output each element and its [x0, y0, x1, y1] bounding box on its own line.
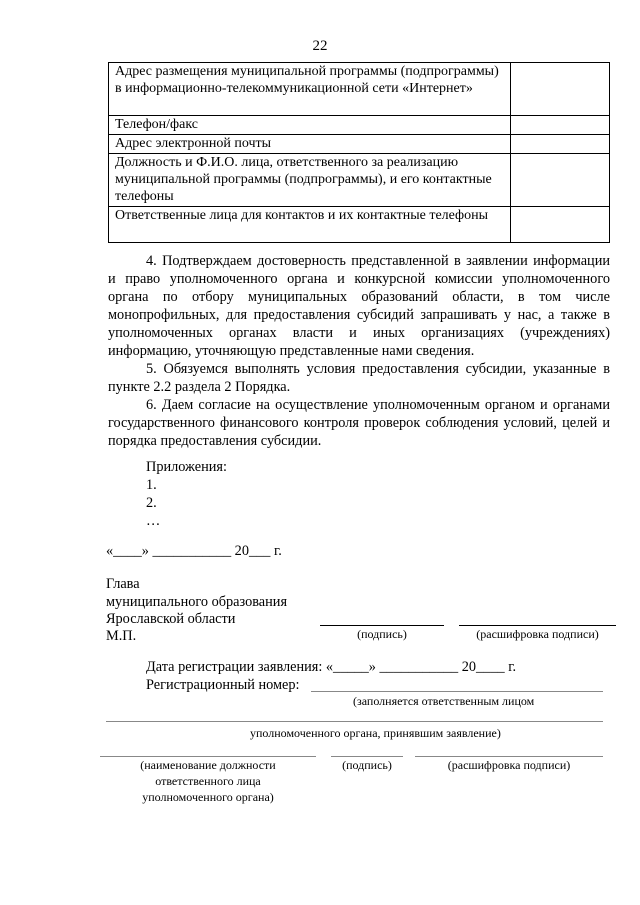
table-cell-label: Адрес электронной почты: [109, 135, 511, 154]
info-table: [108, 62, 610, 243]
table-cell-value: [511, 63, 610, 116]
registration-number-line: [311, 691, 603, 692]
head-region: Ярославской области: [106, 611, 236, 627]
table-cell-value: [511, 154, 610, 207]
attachment-item: …: [146, 513, 161, 529]
registration-caption-1: (заполняется ответственным лицом: [353, 694, 535, 708]
table-cell-label: Адрес размещения муниципальной программы (подпрограммы) в информационно-телекоммуникационной сети «Интернет»: [109, 63, 511, 116]
paragraph-6: 6. Даем согласие на осуществление уполномоченным органом и органами государственного финансового контроля проверок соблюдения условий, целей и порядка предоставления субсидии.: [108, 397, 610, 449]
attachment-item: 2.: [146, 495, 157, 511]
paragraph-5: 5. Обязуемся выполнять условия предоставления субсидии, указанные в пункте 2.2 раздела 2 Порядка.: [108, 361, 610, 395]
bottom-decode-line: [415, 756, 603, 757]
table-row: [109, 63, 610, 116]
table-row: [109, 116, 610, 135]
body-paragraphs: [108, 252, 610, 450]
position-caption-1: (наименование должности: [140, 758, 276, 772]
table-cell-label: Ответственные лица для контактов и их контактные телефоны: [109, 207, 511, 243]
position-caption-2: ответственного лица: [155, 774, 261, 788]
decode-caption: (расшифровка подписи): [476, 627, 599, 641]
table-row: [109, 207, 610, 243]
head-title: Глава: [106, 576, 140, 592]
bottom-signature-caption: (подпись): [342, 758, 392, 772]
attachments-title: Приложения:: [146, 459, 227, 475]
head-municipality: муниципального образования: [106, 594, 288, 610]
signature-caption: (подпись): [357, 627, 407, 641]
decode-line: [459, 625, 616, 626]
bottom-decode-caption: (расшифровка подписи): [447, 758, 571, 772]
bottom-signature-line: [331, 756, 403, 757]
page-number: 22: [312, 38, 328, 54]
date-line: «____» ___________ 20___ г.: [106, 543, 282, 559]
table-cell-label: Телефон/факс: [109, 116, 511, 135]
registration-date: Дата регистрации заявления: «_____» ___________ 20____ г.: [146, 659, 517, 675]
table-cell-label: Должность и Ф.И.О. лица, ответственного за реализацию муниципальной программы (подпрограммы), и его контактные телефоны: [109, 154, 511, 207]
signature-line: [320, 625, 444, 626]
table-row: [109, 154, 610, 207]
table-cell-value: [511, 135, 610, 154]
registration-full-line: [106, 721, 603, 722]
table-row: [109, 135, 610, 154]
stamp-label: М.П.: [106, 628, 137, 644]
paragraph-4: 4. Подтверждаем достоверность представленной в заявлении информации и право уполномоченного органа и конкурсной комиссии уполномоченного органа по отбору муниципальных образований области, в том числе монопрофильных, для предоставления субсидий запрашивать у нас, а также в уполномоченных органах власти и иных организациях (учреждениях) информацию, уточняющую представленные нами сведения.: [108, 253, 610, 359]
table-cell-value: [511, 116, 610, 135]
attachment-item: 1.: [146, 477, 157, 493]
position-caption-3: уполномоченного органа): [142, 790, 274, 804]
registration-caption-2: уполномоченного органа, принявшим заявление): [250, 726, 501, 740]
position-line: [100, 756, 316, 757]
registration-number-label: Регистрационный номер:: [146, 677, 300, 693]
table-cell-value: [511, 207, 610, 243]
